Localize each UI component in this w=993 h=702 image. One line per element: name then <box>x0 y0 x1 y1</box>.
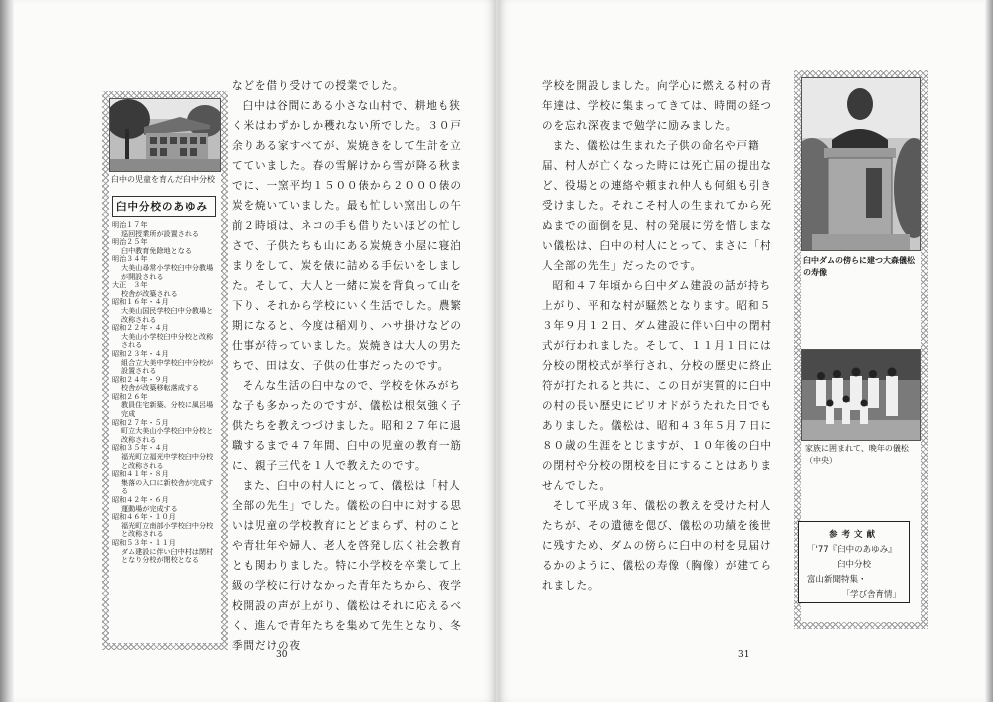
timeline-event: 大美山国民学校臼中分教場と改称される <box>121 305 214 324</box>
family-photo-caption: 家族に囲まれて、晩年の儀松（中央） <box>805 444 909 465</box>
timeline-item <box>112 470 219 496</box>
timeline-date: 明治１７年 <box>112 220 148 229</box>
page-number-right: 31 <box>738 650 750 660</box>
paragraph: 昭和４７年頃から臼中ダム建設の話が持ち上がり、平和な村が騒然となります。昭和５３年９月１２日、ダム建設に伴い臼中の閉村式が行われました。そして、１１月１日には分校の閉校式が挙行され、分校の歴史に終止符が打たれると共に、この日が実質的に臼中の村の長い歴史にピリオドがうたれた日でもありました。儀松は、昭和４３年５月７日に８０歳の生涯をとじますが、１０年後の臼中の閉村や分校の閉校を目にすることはありませんでした。 <box>542 280 773 492</box>
school-photo-caption: 臼中の児童を育んだ臼中分校 <box>111 175 215 184</box>
timeline-item <box>112 324 219 350</box>
timeline-date: 昭和２６年 <box>112 391 148 401</box>
paragraph: 臼中は谷間にある小さな山村で、耕地も狭く米はわずかしか穫れない所でした。３０戸余りある家すべてが、炭焼きをして生計を立てていました。春の雪解けから雪が降る秋までに、一窯平均１５００俵から２０００俵の炭を焼いていました。最も忙しい窯出しの午前２時頃は、ネコの手も借りたいほどの忙しさで、子供たちも山にある炭焼き小屋に寝泊まりをして、炭を俵に詰める手伝いをしました。そして、大人と一緒に炭を背負って山を下り、それから学校にいく生活でした。農繁期になると、今度は稲刈り、ハサ掛けなどの仕事が待っていました。炭焼きは大人の男たちで、田は女、子供の仕事だったのです。 <box>232 100 462 372</box>
timeline-event: 大美山小学校臼中分校と改称される <box>121 331 214 350</box>
school-photo-image <box>110 99 220 171</box>
timeline-item <box>112 255 219 281</box>
timeline-date: 大正 ３年 <box>112 280 148 290</box>
timeline-date: 昭和４１年・８月 <box>112 469 169 479</box>
timeline-item <box>112 281 219 298</box>
paragraph: また、臼中の村人にとって、儀松は「村人全部の先生」でした。儀松の臼中に対する思いは児童の学校教育にとどまらず、村のことや青壮年や婦人、老人を啓発し広く社会教育とも関わりました。特に小学校を卒業して上級の学校に行けなかった青年たちから、夜学校開設の声が上がり、儀松はそれに応えるべく、進んで青年たちを集めて先生となり、冬季間だけの夜 <box>232 480 462 652</box>
reference-line: 「'77『臼中のあゆみ』 <box>807 545 897 555</box>
left-body-text <box>232 76 464 656</box>
timeline-date: 昭和２４年・９月 <box>112 374 169 384</box>
paragraph: そして平成３年、儀松の教えを受けた村人たちが、その遺徳を偲び、儀松の功績を後世に残すため、ダムの傍らに臼中の村を見届けるかのように、儀松の寿像（胸像）が建てられました。 <box>542 500 772 592</box>
timeline-event: 校舎が改築移転落成する <box>121 383 200 393</box>
book-edge-right <box>985 0 993 702</box>
timeline-title: 臼中分校のあゆみ <box>112 196 216 217</box>
timeline-event: 組合立大美中学校臼中分校が設置される <box>121 357 214 376</box>
timeline-date: 昭和４２年・６月 <box>112 495 169 504</box>
paragraph: そんな生活の臼中なので、学校を休みがちな子も多かったのですが、儀松は根気強く子供たちを教えつづけました。昭和２７年に退職するまで４７年間、臼中の児童の教育一筋に、親子三代を１人で教えたのです。 <box>232 380 462 472</box>
timeline-item <box>112 513 219 539</box>
timeline-date: 昭和４６年・１０月 <box>112 512 176 522</box>
timeline-item <box>112 419 219 445</box>
timeline-date: 昭和１６年・４月 <box>112 297 169 307</box>
references-title: 参考文献 <box>828 530 879 540</box>
timeline-event: 福光町立南部小学校臼中分校と改称される <box>121 520 214 539</box>
reference-line: 富山新聞特集・ <box>807 575 867 585</box>
timeline-event: 教員住宅新築、分校に風呂場完成 <box>121 400 214 419</box>
left-page <box>0 0 496 702</box>
timeline-event: 福光町立福光中学校臼中分校と改称される <box>121 452 214 470</box>
timeline-item <box>112 393 219 419</box>
timeline-date: 明治２５年 <box>112 237 148 247</box>
timeline-item <box>112 444 219 470</box>
timeline-date: 昭和３５年・４月 <box>112 443 169 453</box>
timeline-item <box>112 539 219 565</box>
statue-photo-image <box>802 78 920 250</box>
timeline-date: 昭和５３年・１１月 <box>112 537 176 547</box>
statue-photo <box>801 77 921 251</box>
references-box <box>798 521 910 603</box>
paragraph: 学校を開設しました。向学心に燃える村の青年達は、学校に集まってきては、時間の経つのを忘れ深夜まで勉学に励みました。 <box>542 80 772 132</box>
book-edge-left <box>0 0 14 702</box>
timeline-event: ダム建設に伴い臼中村は閉村となり分校が閉校となる <box>121 546 214 565</box>
timeline-event: 町立大美山小学校臼中分校と改称される <box>121 426 214 444</box>
timeline-event: 集落の入口に新校舎が完成する <box>121 477 214 496</box>
left-sidebar <box>102 91 228 650</box>
right-body-text <box>542 76 778 596</box>
timeline-item <box>112 496 219 513</box>
timeline-item <box>112 221 219 238</box>
family-photo-image <box>802 350 920 440</box>
timeline-event: 校舎が改築される <box>121 288 178 298</box>
page-number-left: 30 <box>276 650 288 660</box>
timeline-date: 昭和２２年・４月 <box>112 323 169 333</box>
timeline-date: 昭和２７年・５月 <box>112 417 169 427</box>
timeline-item <box>112 350 219 376</box>
timeline-event: 巡回授業所が設置される <box>121 228 200 238</box>
reference-line: 臼中分校 <box>836 560 871 570</box>
timeline-event: 運動場が完成する <box>121 503 178 513</box>
paragraph: などを借り受けての授業でした。 <box>232 80 405 92</box>
right-page <box>498 0 993 702</box>
school-photo <box>109 98 221 172</box>
timeline-box <box>109 196 219 565</box>
timeline-list <box>112 221 219 565</box>
timeline-item <box>112 298 219 324</box>
timeline-item <box>112 376 219 393</box>
statue-photo-caption: 臼中ダムの傍らに建つ大森儀松の寿像 <box>803 256 915 277</box>
paragraph: また、儀松は生まれた子供の命名や戸籍届、村人が亡くなった時には死亡届の提出など、役場との連絡や頼まれ仲人も何組も引き受けました。それこそ村人の生まれてから死ぬまでの面倒を見、村の発展に労を惜しまない儀松は、臼中の村人にとって、まさに「村人全部の先生」だったのです。 <box>542 140 772 272</box>
timeline-date: 明治３４年 <box>112 254 148 264</box>
timeline-event: 大美山尋常小学校臼中分教場が開設される <box>121 262 214 281</box>
timeline-event: 臼中教育免除地となる <box>121 245 192 255</box>
reference-line: 「学び舎育情」 <box>841 590 901 600</box>
timeline-item <box>112 238 219 255</box>
timeline-date: 昭和２３年・４月 <box>112 348 169 358</box>
family-photo <box>801 349 921 441</box>
